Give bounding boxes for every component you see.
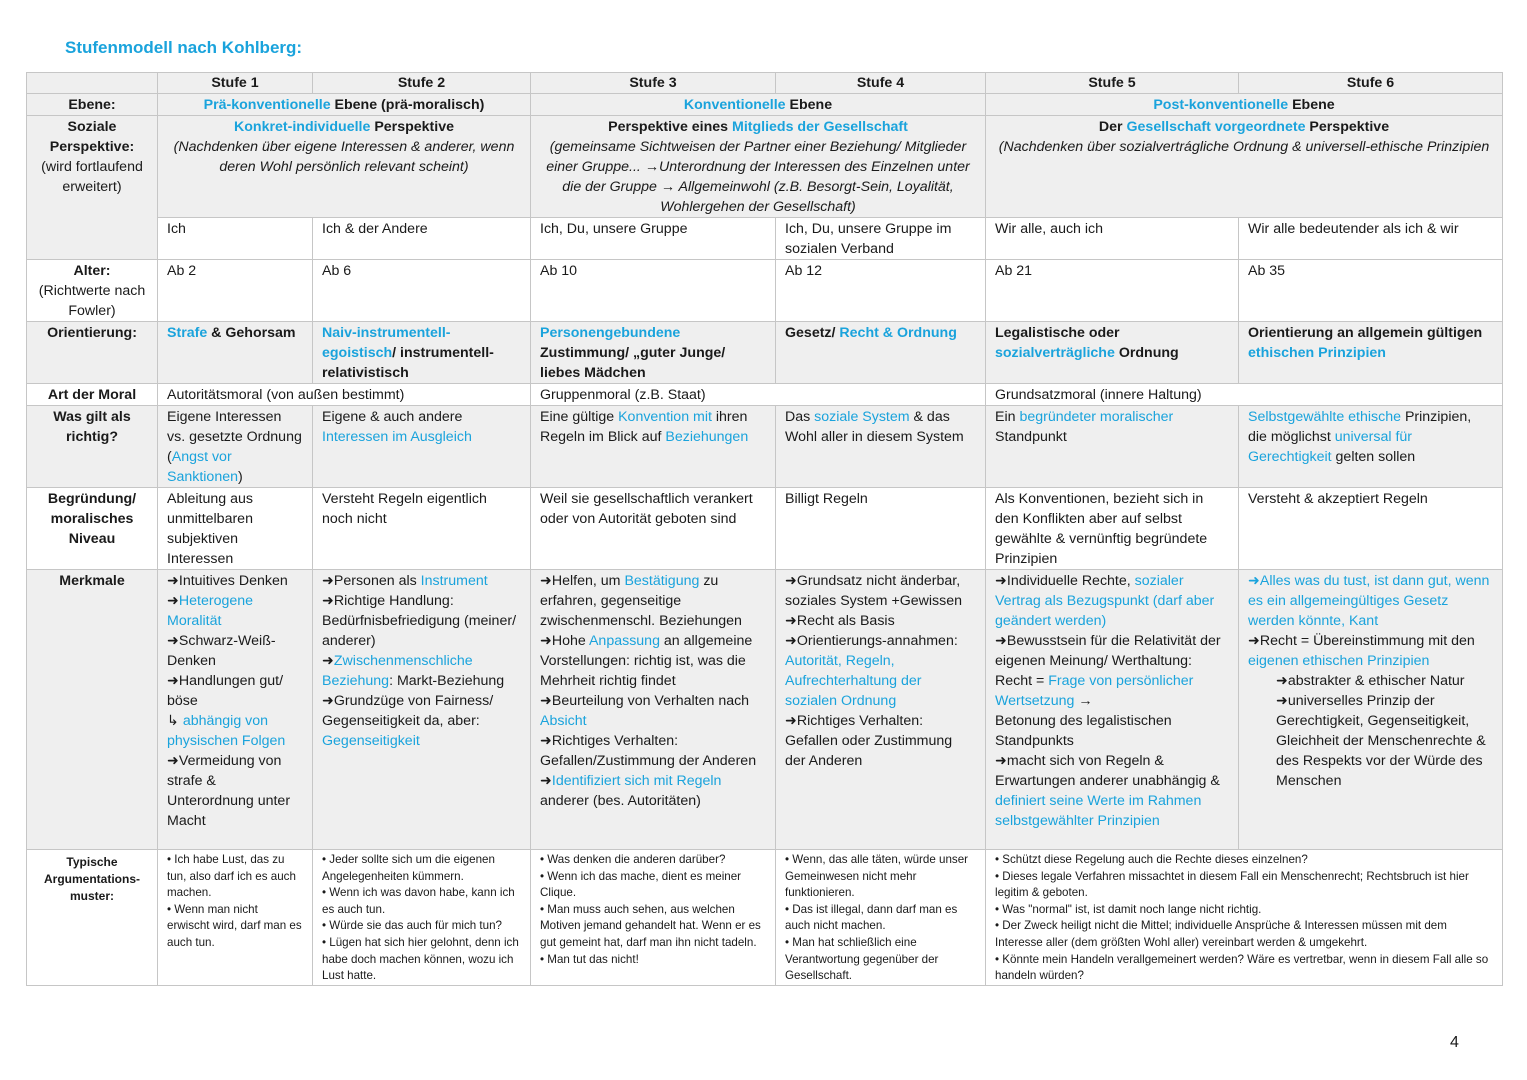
argumente-s2: • Jeder sollte sich um die eigenen Angelegenheiten kümmern. • Wenn ich was davon habe, kann ich es auch tun. • Würde sie das auch für mich tun? • Lügen hat sich hier gelohnt, denn ich habe doch machen können, wozu ich Lust hatte.	[313, 850, 531, 986]
kohlberg-table	[26, 72, 1503, 986]
ebene-pre: Prä-konventionelle Ebene (prä-moralisch)	[158, 94, 531, 116]
begruendung-s2: Versteht Regeln eigentlich noch nicht	[313, 488, 531, 570]
argumente-s1: • Ich habe Lust, das zu tun, also darf ich es auch machen. • Wenn man nicht erwischt wird, darf man es auch tun.	[158, 850, 313, 986]
argumente-row	[27, 850, 1503, 986]
corner-cell	[27, 73, 158, 94]
orientierung-row	[27, 322, 1503, 384]
begruendung-s3: Weil sie gesellschaftlich verankert oder von Autorität geboten sind	[531, 488, 776, 570]
alter-s4: Ab 12	[776, 260, 986, 322]
alter-row	[27, 260, 1503, 322]
begruendung-s1: Ableitung aus unmittelbaren subjektiven Interessen	[158, 488, 313, 570]
ebene-conv: Konventionelle Ebene	[531, 94, 986, 116]
argumente-label: Typische Argumentations-muster:	[27, 850, 158, 986]
stage-header-row	[27, 73, 1503, 94]
richtig-s3: Eine gültige Konvention mit ihren Regeln im Blick auf Beziehungen	[531, 406, 776, 488]
perspektive-detail-row	[27, 218, 1503, 260]
richtig-s1: Eigene Interessen vs. gesetzte Ordnung (Angst vor Sanktionen)	[158, 406, 313, 488]
merkmale-s1: ➜Intuitives Denken ➜Heterogene Moralität ➜Schwarz-Weiß-Denken ➜Handlungen gut/ böse ↳ abhängig von physischen Folgen ➜Vermeidung von strafe & Unterordnung unter Macht	[158, 570, 313, 850]
stage-3-header: Stufe 3	[531, 73, 776, 94]
moral-gruppe: Gruppenmoral (z.B. Staat)	[531, 384, 986, 406]
perspektive-post: Der Gesellschaft vorgeordnete Perspektive (Nachdenken über sozialvertrágliche Ordnung & universell-ethische Prinzipien	[986, 116, 1503, 218]
stage-4-header: Stufe 4	[776, 73, 986, 94]
perspektive-s1: Ich	[158, 218, 313, 260]
ebene-post: Post-konventionelle Ebene	[986, 94, 1503, 116]
begruendung-s6: Versteht & akzeptiert Regeln	[1239, 488, 1503, 570]
orientierung-s3: Personengebundene Zustimmung/ „guter Junge/ liebes Mädchen	[531, 322, 776, 384]
richtig-s5: Ein begründeter moralischer Standpunkt	[986, 406, 1239, 488]
perspektive-label: Soziale Perspektive: (wird fortlaufend erweitert)	[27, 116, 158, 260]
merkmale-s3: ➜Helfen, um Bestätigung zu erfahren, gegenseitige zwischenmenschl. Beziehungen ➜Hohe Anpassung an allgemeine Vorstellungen: richtig ist, was die Mehrheit richtig findet ➜Beurteilung von Verhalten nach Absicht ➜Richtiges Verhalten: Gefallen/Zustimmung der Anderen ➜Identifiziert sich mit Regeln anderer (bes. Autoritäten)	[531, 570, 776, 850]
merkmale-s4: ➜Grundsatz nicht änderbar, soziales System +Gewissen ➜Recht als Basis ➜Orientierungs-annahmen: Autorität, Regeln, Aufrechterhaltung der sozialen Ordnung ➜Richtiges Verhalten: Gefallen oder Zustimmung der Anderen	[776, 570, 986, 850]
richtig-s6: Selbstgewählte ethische Prinzipien, die möglichst universal für Gerechtigkeit gelten sollen	[1239, 406, 1503, 488]
argumente-s3: • Was denken die anderen darüber? • Wenn ich das mache, dient es meiner Clique. • Man muss auch sehen, aus welchen Motiven jemand gehandelt hat. Wenn er es gut gemeint hat, darf man ihn nicht tadeln. • Man tut das nicht!	[531, 850, 776, 986]
argumente-s4: • Wenn, das alle täten, würde unser Gemeinwesen nicht mehr funktionieren. • Das ist illegal, dann darf man es auch nicht machen. • Man hat schließlich eine Verantwortung gegenüber der Gesellschaft.	[776, 850, 986, 986]
orientierung-s5: Legalistische oder sozialverträgliche Ordnung	[986, 322, 1239, 384]
merkmale-s6: ➜Alles was du tust, ist dann gut, wenn es ein allgemeingültiges Gesetz werden könnte, Kant ➜Recht = Übereinstimmung mit den eigenen ethischen Prinzipien ➜abstrakter & ethischer Natur ➜universelles Prinzip der Gerechtigkeit, Gegenseitigkeit, Gleichheit der Menschenrechte & des Respekts vor der Würde des Menschen	[1239, 570, 1503, 850]
perspektive-s3: Ich, Du, unsere Gruppe	[531, 218, 776, 260]
merkmale-s2: ➜Personen als Instrument ➜Richtige Handlung: Bedürfnisbefriedigung (meiner/ anderer) ➜Zwischenmenschliche Beziehung: Markt-Beziehung ➜Grundzüge von Fairness/ Gegenseitigkeit da, aber: Gegenseitigkeit	[313, 570, 531, 850]
perspektive-s5: Wir alle, auch ich	[986, 218, 1239, 260]
merkmale-label: Merkmale	[27, 570, 158, 850]
richtig-label: Was gilt als richtig?	[27, 406, 158, 488]
alter-s6: Ab 35	[1239, 260, 1503, 322]
perspektive-s6: Wir alle bedeutender als ich & wir	[1239, 218, 1503, 260]
alter-s3: Ab 10	[531, 260, 776, 322]
stage-2-header: Stufe 2	[313, 73, 531, 94]
page-number: 4	[1450, 1034, 1459, 1051]
richtig-row	[27, 406, 1503, 488]
alter-s1: Ab 2	[158, 260, 313, 322]
stage-1-header: Stufe 1	[158, 73, 313, 94]
orientierung-s2: Naiv-instrumentell-egoistisch/ instrumentell-relativistisch	[313, 322, 531, 384]
ebene-row	[27, 94, 1503, 116]
perspektive-s2: Ich & der Andere	[313, 218, 531, 260]
stage-5-header: Stufe 5	[986, 73, 1239, 94]
merkmale-s5: ➜Individuelle Rechte, sozialer Vertrag als Bezugspunkt (darf aber geändert werden) ➜Bewusstsein für die Relativität der eigenen Meinung/ Werthaltung: Recht = Frage von persönlicher Wertsetzung → Betonung des legalistischen Standpunkts ➜macht sich von Regeln & Erwartungen anderer unabhängig & definiert seine Werte im Rahmen selbstgewählter Prinzipien	[986, 570, 1239, 850]
alter-label: Alter: (Richtwerte nach Fowler)	[27, 260, 158, 322]
moral-autoritaet: Autoritätsmoral (von außen bestimmt)	[158, 384, 531, 406]
perspektive-pre: Konkret-individuelle Perspektive (Nachdenken über eigene Interessen & anderer, wenn deren Wohl persönlich relevant scheint)	[158, 116, 531, 218]
alter-s2: Ab 6	[313, 260, 531, 322]
stage-6-header: Stufe 6	[1239, 73, 1503, 94]
perspektive-conv: Perspektive eines Mitglieds der Gesellschaft (gemeinsame Sichtweisen der Partner einer Beziehung/ Mitglieder einer Gruppe... →Unterordnung der Interessen des Einzelnen unter die der Gruppe → Allgemeinwohl (z.B. Besorgt-Sein, Loyalität, Wohlergehen der Gesellschaft)	[531, 116, 986, 218]
merkmale-row	[27, 570, 1503, 850]
perspektive-s4: Ich, Du, unsere Gruppe im sozialen Verband	[776, 218, 986, 260]
alter-s5: Ab 21	[986, 260, 1239, 322]
page-title: Stufenmodell nach Kohlberg:	[65, 38, 303, 57]
orientierung-label: Orientierung:	[27, 322, 158, 384]
perspektive-row	[27, 116, 1503, 218]
moral-row	[27, 384, 1503, 406]
argumente-s56: • Schützt diese Regelung auch die Rechte dieses einzelnen? • Dieses legale Verfahren missachtet in diesem Fall ein Menschenrecht; Rechtsbruch ist hier legitim & geboten. • Was "normal" ist, ist damit noch lange nicht richtig. • Der Zweck heiligt nicht die Mittel; individuelle Ansprüche & Interessen müssen mit dem Interesse aller (dem größten Wohl aller) vereinbart werden & umgekehrt. • Könnte mein Handeln verallgemeinert werden? Wäre es vertretbar, wenn in diesem Fall alle so handeln würden?	[986, 850, 1503, 986]
orientierung-s1: Strafe & Gehorsam	[158, 322, 313, 384]
begruendung-s5: Als Konventionen, bezieht sich in den Konflikten aber auf selbst gewählte & vernünftig begründete Prinzipien	[986, 488, 1239, 570]
ebene-label: Ebene:	[27, 94, 158, 116]
richtig-s2: Eigene & auch andere Interessen im Ausgleich	[313, 406, 531, 488]
orientierung-s6: Orientierung an allgemein gültigen ethischen Prinzipien	[1239, 322, 1503, 384]
begruendung-s4: Billigt Regeln	[776, 488, 986, 570]
begruendung-row	[27, 488, 1503, 570]
orientierung-s4: Gesetz/ Recht & Ordnung	[776, 322, 986, 384]
moral-label: Art der Moral	[27, 384, 158, 406]
richtig-s4: Das soziale System & das Wohl aller in diesem System	[776, 406, 986, 488]
begruendung-label: Begründung/ moralisches Niveau	[27, 488, 158, 570]
moral-grundsatz: Grundsatzmoral (innere Haltung)	[986, 384, 1503, 406]
